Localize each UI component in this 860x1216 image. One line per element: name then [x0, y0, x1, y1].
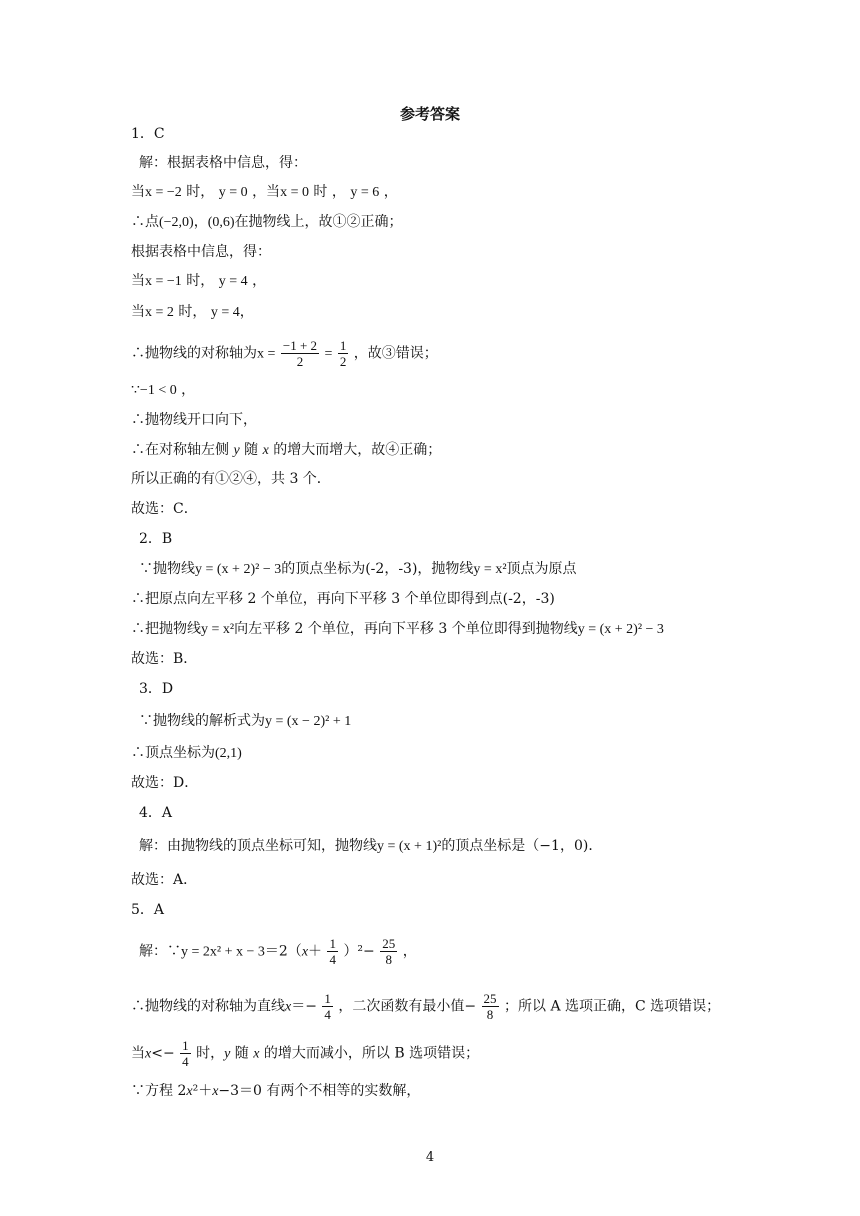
- q1-line: ∴抛物线开口向下，: [131, 412, 257, 428]
- q5-line: ∴抛物线的对称轴为直线x＝− $\frac{1}{4}$ ，二次函数有最小值− $\frac{25}{8}$ ；所以 A 选项正确，C 选项错误；: [131, 991, 721, 1022]
- q4-line: 解：由抛物线的顶点坐标可知，抛物线y = (x + 1)²的顶点坐标是（−1，0)．: [139, 838, 603, 854]
- q1-answer-heading: 1．C: [131, 126, 165, 142]
- q3-line: ∴顶点坐标为(2,1): [131, 745, 242, 761]
- q5-line: 解：∵y = 2x² + x − 3＝2（x＋ $\frac{1}{4}$ ）²− $\frac{25}{8}$ ，: [139, 936, 417, 967]
- q1-line: ∵−1 < 0 ，: [131, 382, 196, 398]
- q1-line: 所以正确的有①②④，共 3 个．: [131, 471, 331, 487]
- q1-line: ∴在对称轴左侧 y 随 x 的增大而增大，故④正确；: [131, 442, 442, 458]
- fraction: $\frac{1}{4}$: [329, 936, 336, 967]
- q1-line: 根据表格中信息，得：: [131, 244, 271, 260]
- q1-line: 当x = −1 时， y = 4 ，: [131, 273, 267, 289]
- q3-line: 故选：D．: [131, 775, 199, 791]
- q2-line: ∴把原点向左平移 2 个单位，再向下平移 3 个单位即得到点(-2，-3): [131, 591, 555, 607]
- q1-line: ∴点(−2,0)，(0,6)在抛物线上，故①②正确；: [131, 214, 403, 230]
- q5-line: ∵方程 2x²＋x−3＝0 有两个不相等的实数解，: [131, 1083, 421, 1099]
- fraction: $\frac{1}{2}$: [339, 338, 347, 369]
- q2-line: ∴把抛物线y = x²向左平移 2 个单位，再向下平移 3 个单位即得到抛物线y = (x + 2)² − 3: [131, 621, 664, 637]
- q1-line: ∴抛物线的对称轴为x = $\frac{-1 + 2}{2}$ = $\frac{1}{2}$ ，故③错误；: [131, 338, 438, 369]
- fraction: $\frac{1}{4}$: [324, 991, 331, 1022]
- q2-line: 故选：B．: [131, 651, 198, 667]
- fraction: $\frac{1}{4}$: [182, 1038, 189, 1069]
- fraction: $\frac{25}{8}$: [483, 991, 497, 1022]
- q1-line: 当x = 2 时， y = 4，: [131, 304, 254, 320]
- q3-answer-heading: 3．D: [139, 681, 174, 697]
- q5-answer-heading: 5．A: [131, 902, 165, 918]
- q4-answer-heading: 4．A: [139, 805, 173, 821]
- q5-line: 当x<− $\frac{1}{4}$ 时，y 随 x 的增大而减小，所以 B 选项错误；: [131, 1038, 480, 1069]
- q4-line: 故选：A．: [131, 872, 198, 888]
- q1-line: 解：根据表格中信息，得：: [139, 155, 307, 171]
- q2-answer-heading: 2．B: [139, 531, 173, 547]
- fraction: $\frac{-1 + 2}{2}$: [282, 338, 318, 369]
- q2-line: ∵抛物线y = (x + 2)² − 3的顶点坐标为(-2，-3)，抛物线y = x²顶点为原点: [139, 561, 577, 577]
- q1-line: 当x = −2 时， y = 0 ，当x = 0 时 ， y = 6 ，: [131, 184, 398, 200]
- page-title: 参考答案: [399, 105, 460, 123]
- page-number: 4: [425, 1150, 435, 1165]
- q1-line: 故选：C．: [131, 501, 198, 517]
- fraction: $\frac{25}{8}$: [382, 936, 396, 967]
- q3-line: ∵抛物线的解析式为y = (x − 2)² + 1: [139, 713, 352, 729]
